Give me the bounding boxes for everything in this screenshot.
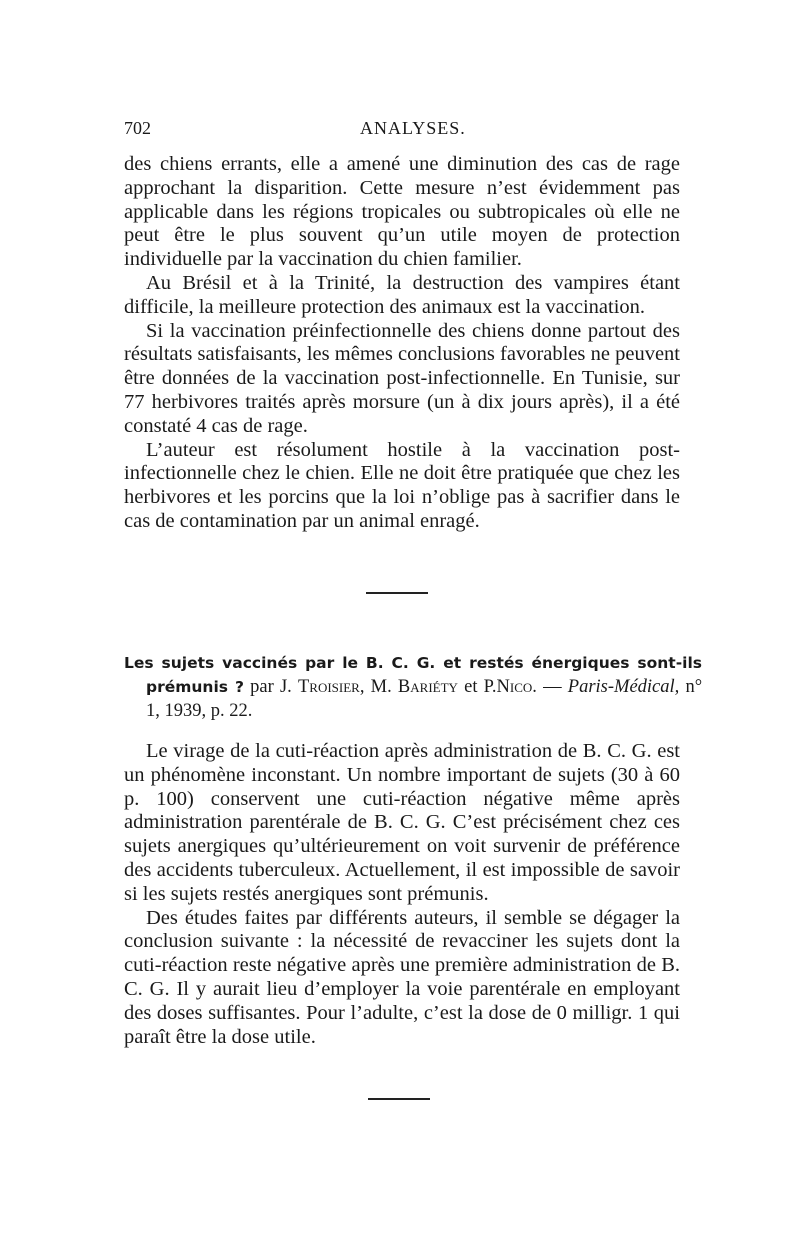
- review-heading: [124, 652, 702, 723]
- paragraph: Le virage de la cuti-réaction après administration de B. C. G. est un phénomène inconstant. Un nombre important de sujets (30 à 60 p. 100) conservent une cuti-réaction négative même après administration parentérale de B. C. G. C’est précisément chez ces sujets anergiques qu’ultérieurement on voit survenir de préférence des accidents tuberculeux. Actuellement, il est impossible de savoir si les sujets restés anergiques sont prémunis.: [124, 740, 680, 905]
- author-name: Nico.: [496, 676, 537, 697]
- paragraph: Au Brésil et à la Trinité, la destruction des vampires étant difficile, la meilleure protection des animaux est la vaccination.: [124, 271, 680, 318]
- section-divider: [366, 592, 428, 594]
- paragraph: L’auteur est résolument hostile à la vaccination post-infectionnelle chez le chien. Elle ne doit être pratiquée que chez les herbivores et les porcins que la loi n’oblige pas à sacrifier dans le cas de contamination par un animal enragé.: [124, 438, 680, 532]
- review-par: par: [250, 676, 274, 697]
- citation-details: n° 1, 1939, p. 22.: [146, 676, 703, 721]
- paragraph: des chiens errants, elle a amené une diminution des cas de rage approchant la disparition. Cette mesure n’est évidemment pas applicable dans les régions tropicales ou subtropicales où elle ne peut être le plus souvent qu’un utile moyen de protection individuelle par la vaccination du chien familier.: [124, 153, 680, 271]
- review-title: Les sujets vaccinés par le B. C. G. et restés énergiques sont-ils prémunis ?: [124, 654, 702, 696]
- author-name: Troisier,: [297, 676, 365, 697]
- page-number: 702: [124, 118, 151, 138]
- page-header: [124, 118, 680, 146]
- previous-review-body: [124, 153, 680, 534]
- review-et: et: [464, 676, 478, 697]
- review-dash: —: [543, 676, 562, 697]
- author-initial: P.: [483, 676, 497, 697]
- section-divider: [368, 1098, 430, 1100]
- author-initial: J.: [279, 676, 292, 697]
- author-name: Bariéty: [397, 676, 458, 697]
- paragraph: Si la vaccination préinfectionnelle des chiens donne partout des résultats satisfaisants, les mêmes conclusions favorables ne peuvent être données de la vaccination post-infectionnelle. En Tunisie, sur 77 herbivores traités après morsure (un à dix jours après), il a été constaté 4 cas de rage.: [124, 319, 680, 437]
- journal-name: Paris-Médical,: [567, 676, 680, 697]
- paragraph: Des études faites par différents auteurs, il semble se dégager la conclusion suivante : la nécessité de revacciner les sujets dont la cuti-réaction reste négative après une première administration de B. C. G. Il y aurait lieu d’employer la voie parentérale en employant des doses suffisantes. Pour l’adulte, c’est la dose de 0 milligr. 1 qui paraît être la dose utile.: [124, 906, 680, 1048]
- running-title: ANALYSES.: [360, 118, 466, 138]
- review-body: [124, 740, 680, 1049]
- author-initial: M.: [370, 676, 392, 697]
